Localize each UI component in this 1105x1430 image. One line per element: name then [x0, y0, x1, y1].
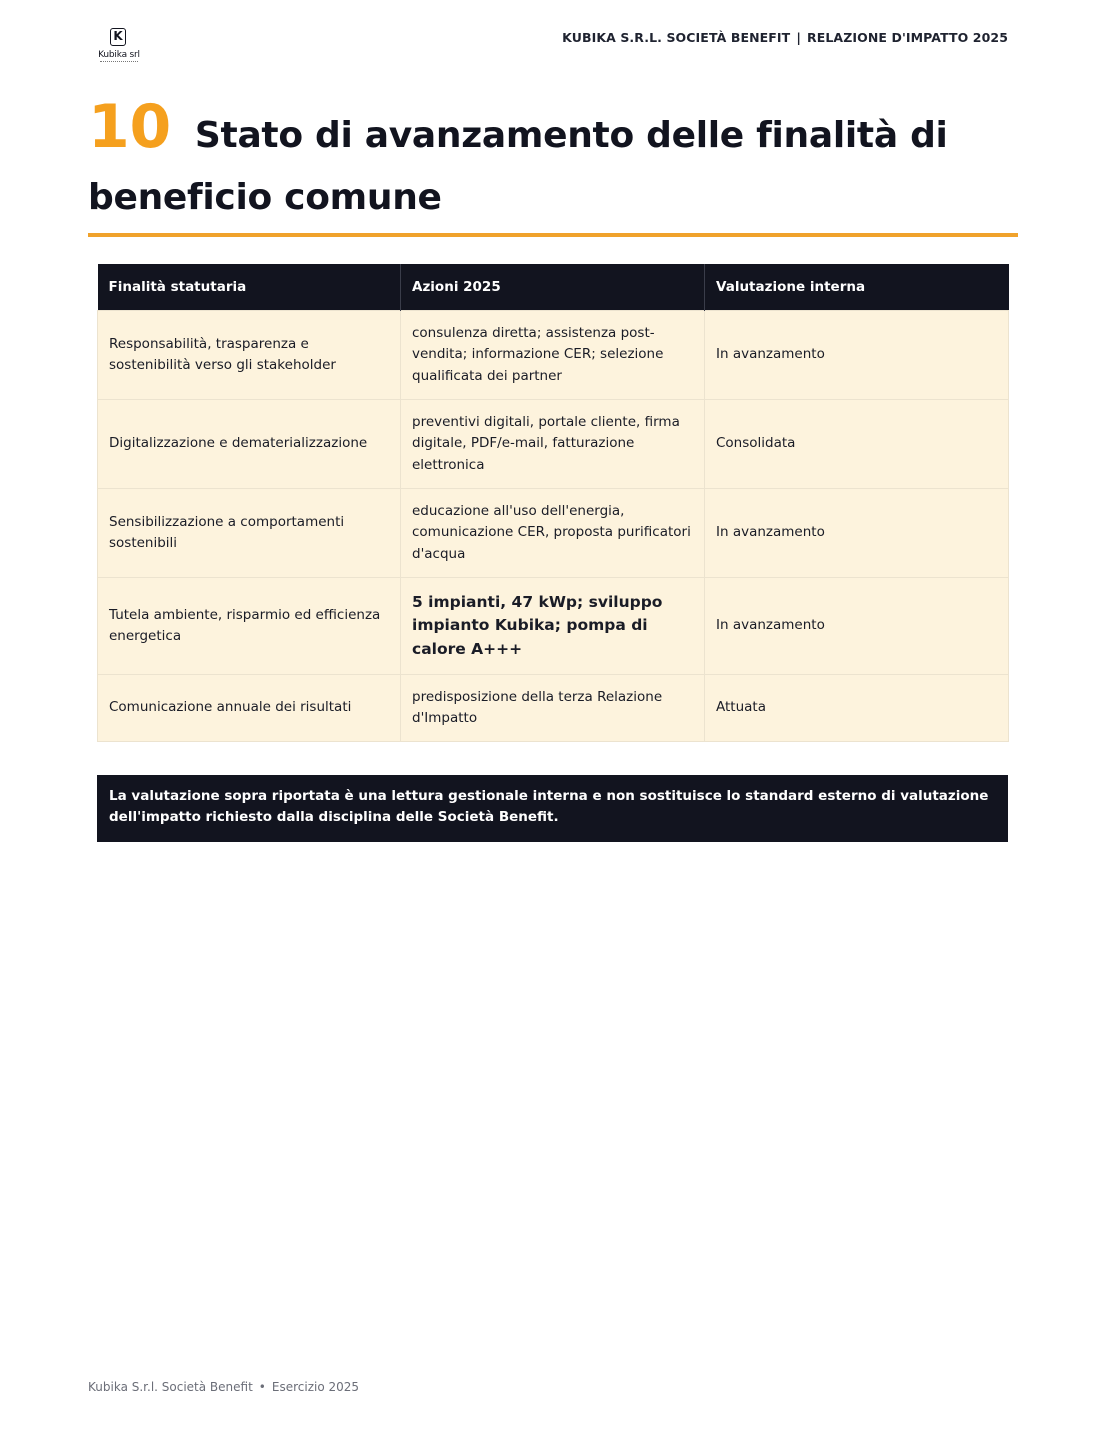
benefit-status-table: [97, 264, 1008, 742]
header-separator: |: [796, 30, 801, 45]
company-logo: [96, 26, 142, 66]
page-footer: [88, 1380, 359, 1394]
table-header-row: [98, 264, 1009, 311]
column-header-azioni: Azioni 2025: [401, 264, 705, 311]
table-row: [98, 400, 1009, 489]
table-row: [98, 489, 1009, 578]
cell-finalita: Tutela ambiente, risparmio ed efficienza energetica: [98, 578, 401, 675]
cell-finalita: Comunicazione annuale dei risultati: [98, 675, 401, 742]
cell-valutazione: In avanzamento: [705, 489, 1009, 578]
title-divider: [88, 233, 1018, 237]
header-report: RELAZIONE D'IMPATTO 2025: [806, 30, 1008, 45]
logo-wordmark: Kubika srl: [98, 50, 140, 60]
cell-finalita: Digitalizzazione e dematerializzazione: [98, 400, 401, 489]
cell-finalita: Sensibilizzazione a comportamenti sostenibili: [98, 489, 401, 578]
cell-valutazione: In avanzamento: [705, 311, 1009, 400]
page-title: [88, 92, 1018, 229]
table-row: [98, 578, 1009, 675]
logo-tagline-decoration: [100, 61, 138, 64]
column-header-valutazione: Valutazione interna: [705, 264, 1009, 311]
column-header-finalita: Finalità statutaria: [98, 264, 401, 311]
footer-period: Esercizio 2025: [271, 1380, 360, 1394]
section-heading: [88, 92, 1018, 229]
cell-valutazione: Attuata: [705, 675, 1009, 742]
section-title-text: Stato di avanzamento delle finalità di beneficio comune: [88, 115, 948, 218]
cell-azioni: preventivi digitali, portale cliente, firma digitale, PDF/e-mail, fatturazione elettronica: [401, 400, 705, 489]
header-company: KUBIKA S.R.L. SOCIETÀ BENEFIT: [562, 30, 791, 45]
logo-k-mark: K: [110, 28, 126, 46]
table-row: [98, 311, 1009, 400]
cell-valutazione: Consolidata: [705, 400, 1009, 489]
cell-finalita: Responsabilità, trasparenza e sostenibilità verso gli stakeholder: [98, 311, 401, 400]
cell-azioni: consulenza diretta; assistenza post-vendita; informazione CER; selezione qualificata dei partner: [401, 311, 705, 400]
cell-valutazione: In avanzamento: [705, 578, 1009, 675]
table-row: [98, 675, 1009, 742]
footer-separator: •: [258, 1380, 266, 1394]
section-number: 10: [88, 92, 171, 162]
cell-azioni: predisposizione della terza Relazione d'Impatto: [401, 675, 705, 742]
cell-azioni-highlight: 5 impianti, 47 kWp; sviluppo impianto Kubika; pompa di calore A+++: [401, 578, 705, 675]
running-header: [562, 30, 1008, 45]
cell-azioni: educazione all'uso dell'energia, comunicazione CER, proposta purificatori d'acqua: [401, 489, 705, 578]
disclaimer-note: La valutazione sopra riportata è una lettura gestionale interna e non sostituisce lo standard esterno di valutazione dell'impatto richiesto dalla disciplina delle Società Benefit.: [97, 775, 1008, 842]
footer-company: Kubika S.r.l. Società Benefit: [88, 1380, 253, 1394]
